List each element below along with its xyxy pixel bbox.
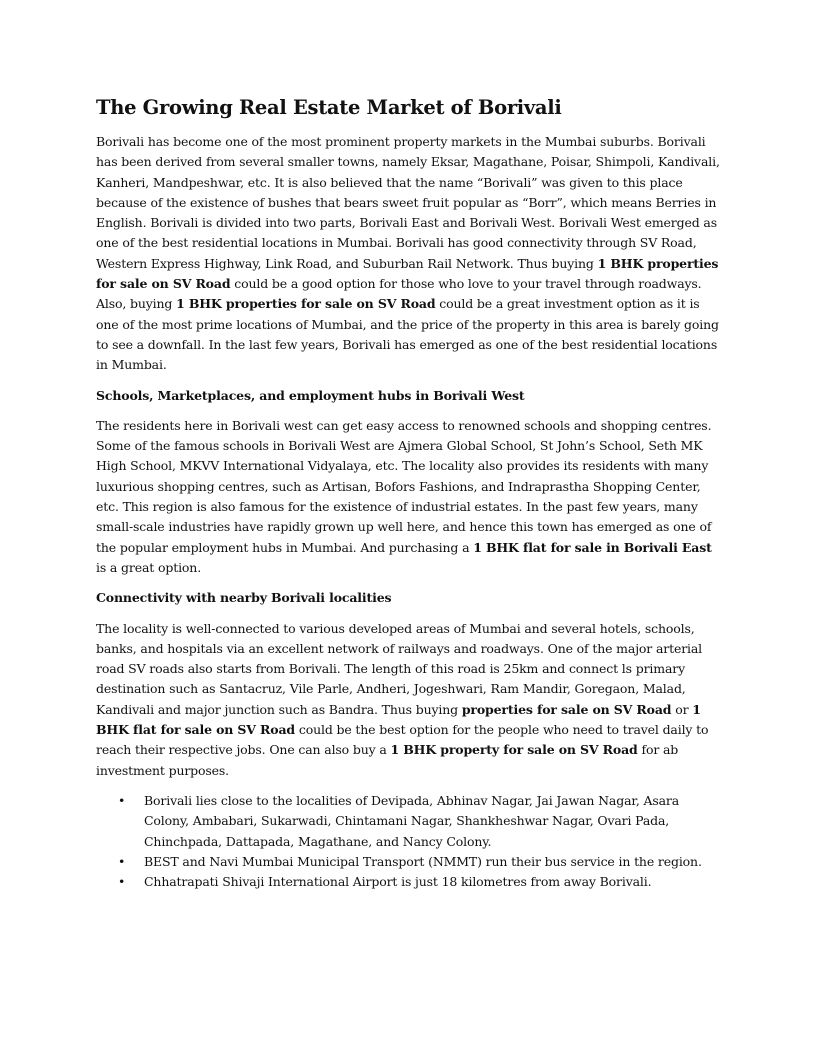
bullet-icon: •: [118, 874, 126, 890]
bold-link-text: 1 BHK properties for sale on SV Road: [176, 296, 436, 312]
bullet-icon: •: [118, 792, 126, 808]
intro-text: could be a good option for those who love to your travel through roadways. Also, buying: [96, 276, 702, 312]
schools-text: The residents here in Borivali west can get easy access to renowned schools and shopping centres. Some of the famous schools in Borivali West are Ajmera Global School, St John’s School, Seth MK High School, MKVV International Vidyalaya, etc. The locality also provides its residents with many luxurious shopping centres, such as Artisan, Bofors Fashions, and Indraprastha Shopping Center, etc. This region is also famous for the existence of industrial estates. In the past few years, many small-scale industries have rapidly grown up well here, and hence this town has emerged as one of the popular employment hubs in Mumbai. And purchasing a: [96, 417, 712, 555]
bold-link-text: 1 BHK properties for sale on SV Road: [96, 255, 719, 292]
bold-link-text: 1 BHK flat for sale on SV Road: [96, 701, 701, 738]
connectivity-text: The locality is well-connected to various developed areas of Mumbai and several hotels, schools, banks, and hospitals via an excellent network of railways and roadways. One of the major arterial road SV roads also starts from Borivali. The length of this road is 25km and connect ls primary destination such as Santacruz, Vile Parle, Andheri, Jogeshwari, Ram Mandir, Goregaon, Malad, Kandivali and major junction such as Bandra. Thus buying: [96, 620, 703, 717]
intro-text: Borivali has become one of the most prominent property markets in the Mumbai suburbs. Borivali has been derived from several smaller towns, namely Eksar, Magathane, Poisar, Shimpoli, Kandivali, Kanheri, Mandpeshwar, etc. It is also believed that the name “Borivali” was given to this place because of the existence of bushes that bears sweet fruit popular as “Borr”, which means Berries in English. Borivali is divided into two parts, Borivali East and Borivali West. Borivali West emerged as one of the best residential locations in Mumbai. Borivali has good connectivity through SV Road, Western Express Highway, Link Road, and Suburban Rail Network. Thus buying: [96, 134, 720, 271]
schools-paragraph: [96, 416, 724, 578]
schools-text: is a great option.: [96, 559, 202, 575]
document-title: The Growing Real Estate Market of Borivali: [96, 96, 562, 119]
intro-text: could be a great investment option as it is one of the most prime locations of Mumbai, and the price of the property in this area is barely going to see a downfall. In the last few years, Borivali has emerged as one of the best residential locations in Mumbai.: [96, 296, 719, 373]
intro-paragraph: [96, 132, 724, 376]
list-item-text: Chhatrapati Shivaji International Airport is just 18 kilometres from away Borivali.: [144, 874, 652, 890]
connectivity-text: for ab investment purposes.: [96, 742, 679, 778]
connectivity-text: could be the best option for the people who need to travel daily to reach their respective jobs. One can also buy a: [96, 722, 709, 758]
bullet-icon: •: [118, 853, 126, 869]
list-item-text: Borivali lies close to the localities of Devipada, Abhinav Nagar, Jai Jawan Nagar, Asara Colony, Ambabari, Sukarwadi, Chintamani Nagar, Shankheshwar Nagar, Ovari Pada, Chinchpada, Dattapada, Magathane, and Nancy Colony.: [144, 792, 680, 849]
document-page: [96, 94, 724, 892]
section-heading-schools: Schools, Marketplaces, and employment hubs in Borivali West: [96, 387, 525, 403]
bullet-list: [96, 791, 724, 892]
bold-link-text: properties for sale on SV Road: [461, 701, 672, 717]
list-item: [96, 872, 724, 892]
list-item-text: BEST and Navi Mumbai Municipal Transport (NMMT) run their bus service in the region.: [144, 853, 702, 869]
connectivity-text: or: [671, 701, 693, 717]
connectivity-paragraph: [96, 619, 724, 781]
list-item: [96, 852, 724, 872]
bold-link-text: 1 BHK flat for sale in Borivali East: [473, 539, 712, 555]
list-item: [96, 791, 724, 852]
section-heading-connectivity: Connectivity with nearby Borivali localities: [96, 590, 392, 606]
bold-link-text: 1 BHK property for sale on SV Road: [390, 742, 638, 758]
